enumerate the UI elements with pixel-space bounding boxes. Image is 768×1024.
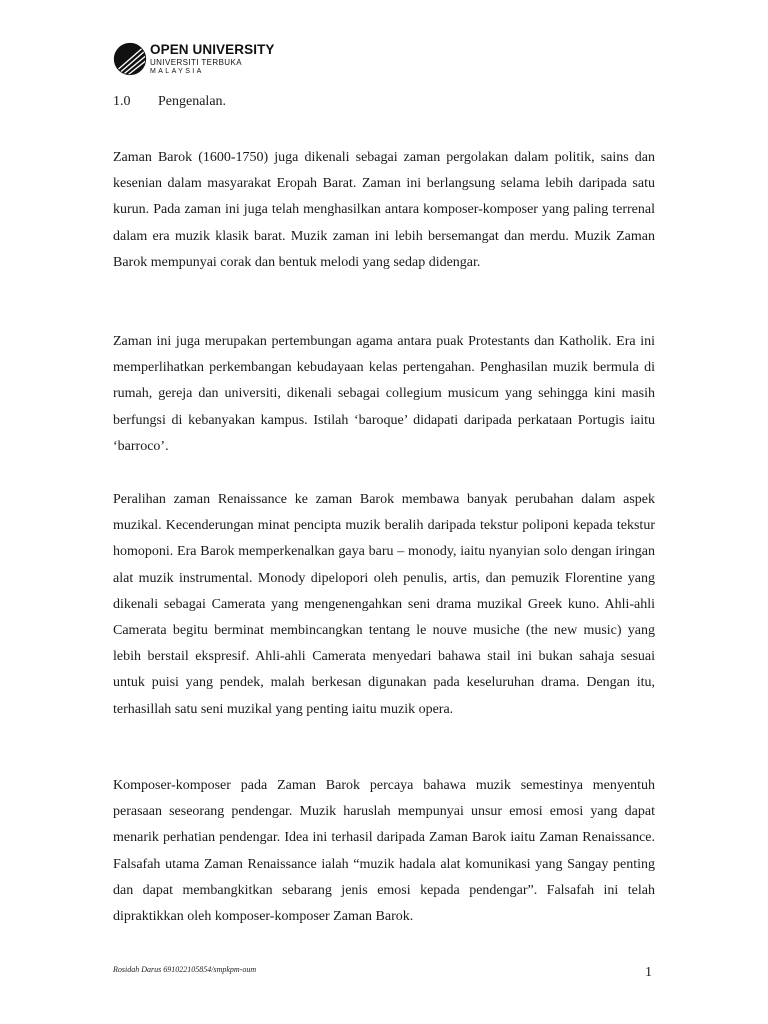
section-number: 1.0 (113, 94, 131, 109)
logo-line-universiti-terbuka: UNIVERSITI TERBUKA (150, 57, 242, 67)
section-title: Pengenalan. (158, 94, 227, 109)
footer-author-note: Rosidah Darus 691022105854/smpkpm-oum (113, 965, 257, 974)
section-heading (113, 92, 226, 112)
logo-line-malaysia: MALAYSIA (150, 67, 204, 75)
paragraph-text: Peralihan zaman Renaissance ke zaman Barok membawa banyak perubahan dalam aspek muzikal. Kecenderungan minat pencipta muzik beralih daripada tekstur poliponi kepada tekstur homoponi. Era Barok memperkenalkan gaya baru – monody, iaitu nyanyian solo dengan iringan alat muzik instrumental. Monody dipelopori oleh penulis, artis, dan pemuzik Florentine yang dikenali sebagai Camerata yang mengenengahkan seni drama muzikal Greek kuno. Ahli-ahli Camerata begitu berminat membincangkan tentang le nouve musiche (the new music) yang lebih berstail ekspresif. Ahli-ahli Camerata menyedari bahawa stail ini bukan sahaja sesuai untuk puisi yang pendek, malah berkesan digunakan pada keseluruhan drama. Dengan itu, terhasillah satu seni muzikal yang penting iaitu muzik opera. (113, 492, 655, 717)
logo-line-open-university: OPEN UNIVERSITY (150, 42, 275, 58)
open-university-logo (113, 42, 293, 76)
body-paragraph (113, 487, 655, 723)
body-paragraph (113, 329, 655, 460)
body-paragraph (113, 145, 655, 276)
page-number: 1 (645, 965, 652, 980)
body-paragraph (113, 773, 655, 930)
logo-wordmark (150, 43, 275, 75)
paragraph-text: Zaman ini juga merupakan pertembungan agama antara puak Protestants dan Katholik. Era ini memperlihatkan perkembangan kebudayaan kelas pertengahan. Penghasilan muzik bermula di rumah, gereja dan universiti, dikenali sebagai collegium musicum yang sehingga kini masih berfungsi di kebanyakan kampus. Istilah ‘baroque’ didapati daripada perkataan Portugis iaitu ‘barroco’. (113, 334, 655, 454)
open-university-logo-icon (113, 42, 147, 76)
paragraph-text: Zaman Barok (1600-1750) juga dikenali sebagai zaman pergolakan dalam politik, sains dan kesenian dalam masyarakat Eropah Barat. Zaman ini berlangsung selama lebih daripada satu kurun. Pada zaman ini juga telah menghasilkan antara komposer-komposer yang paling terrenal dalam era muzik klasik barat. Muzik zaman ini lebih bersemangat dan merdu. Muzik Zaman Barok mempunyai corak dan bentuk melodi yang sedap didengar. (113, 150, 655, 270)
paragraph-text: Komposer-komposer pada Zaman Barok percaya bahawa muzik semestinya menyentuh perasaan seseorang pendengar. Muzik haruslah mempunyai unsur emosi emosi yang dapat menarik perhatian pendengar. Idea ini terhasil daripada Zaman Barok iaitu Zaman Renaissance. Falsafah utama Zaman Renaissance ialah “muzik hadala alat komunikasi yang Sangay penting dan dapat membangkitkan sebarang jenis emosi kepada pendengar”. Falsafah ini telah dipraktikkan oleh komposer-komposer Zaman Barok. (113, 778, 655, 925)
